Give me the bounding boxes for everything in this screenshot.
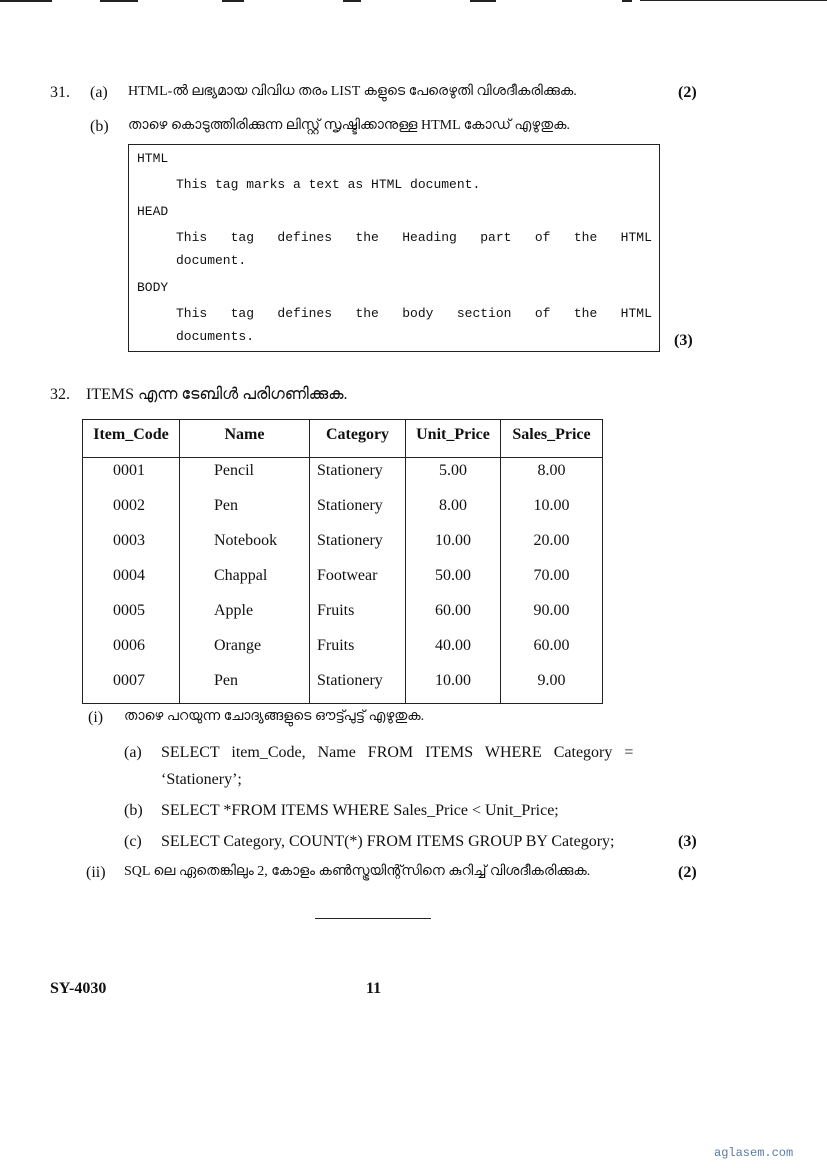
th-category: Category [325,426,390,443]
cell-item-code: 0006 [113,637,145,654]
q32-intro: ITEMS എന്ന ടേബിൾ പരിഗണിക്കുക. [86,386,348,403]
code-term-body: BODY [137,280,169,295]
cell-item-code: 0004 [113,567,145,584]
cell-unit-price: 10.00 [435,672,471,689]
cell-item-code: 0001 [113,462,145,479]
cell-unit-price: 5.00 [439,462,467,479]
code-desc-body-line1: This tag defines the body section of the HTML [176,306,652,321]
q31b-text: താഴെ കൊടുത്തിരിക്കുന്ന ലിസ്റ്റ് സൃഷ്ടിക്കാനുള്ള HTML കോഡ് എഴുതുക. [128,118,570,133]
q32-ii-text: SQL ലെ ഏതെങ്കിലും 2, കോളം കൺസ്ട്രയിന്റ്സിനെ കുറിച്ച് വിശദീകരിക്കുക. [124,864,591,879]
q31a-label: (a) [90,84,108,101]
q31b-label: (b) [90,118,109,135]
cell-unit-price: 60.00 [435,602,471,619]
cell-sales-price: 90.00 [533,602,570,619]
q32-i-marks: (3) [678,833,697,850]
cell-sales-price: 70.00 [533,567,570,584]
footer-code: SY-4030 [50,980,107,997]
th-name: Name [224,426,265,443]
items-table [82,419,603,704]
code-desc-html: This tag marks a text as HTML document. [176,177,481,192]
code-desc-head-line2: document. [176,253,247,268]
cell-unit-price: 10.00 [435,532,471,549]
cell-category: Stationery [317,672,383,689]
cell-item-code: 0002 [113,497,145,514]
cell-name: Pencil [214,462,254,479]
cell-item-code: 0007 [113,672,145,689]
cell-category: Fruits [317,602,355,619]
q32-ii-label: (ii) [86,864,106,881]
top-scan-edge [0,0,827,4]
watermark: aglasem.com [714,1146,794,1160]
q32-sub-c-label: (c) [124,833,142,850]
q32-sub-b-text: SELECT *FROM ITEMS WHERE Sales_Price < Unit_Price; [161,802,559,819]
cell-sales-price: 9.00 [537,672,566,689]
q31b-marks: (3) [674,332,693,349]
q32-sub-a-line2: ‘Stationery’; [161,771,242,788]
cell-name: Orange [214,637,262,654]
cell-category: Stationery [317,532,383,549]
q32-sub-b-label: (b) [124,802,143,819]
code-desc-body-line2: documents. [176,329,255,344]
q32-ii-marks: (2) [678,864,697,881]
footer-page-number: 11 [366,980,382,997]
th-unit-price: Unit_Price [416,426,490,443]
code-term-head: HEAD [137,204,169,219]
code-desc-head-line1: This tag defines the Heading part of the HTML [176,230,652,245]
cell-unit-price: 50.00 [435,567,471,584]
q32-sub-c-text: SELECT Category, COUNT(*) FROM ITEMS GROUP BY Category; [161,833,615,850]
cell-category: Footwear [317,567,378,584]
th-sales-price: Sales_Price [512,426,591,443]
cell-name: Pen [214,497,238,514]
cell-name: Apple [214,602,254,619]
end-divider [315,918,431,919]
cell-category: Stationery [317,497,383,514]
cell-sales-price: 20.00 [533,532,570,549]
cell-unit-price: 8.00 [439,497,467,514]
th-item-code: Item_Code [93,426,169,443]
q32-i-text: താഴെ പറയുന്ന ചോദ്യങ്ങളുടെ ഔട്ട്പുട്ട് എഴുതുക. [124,709,425,724]
q31a-text: HTML-ൽ ലഭ്യമായ വിവിധ തരം LIST കളുടെ പേരെഴുതി വിശദീകരിക്കുക. [128,84,577,99]
cell-category: Stationery [317,462,383,479]
cell-sales-price: 8.00 [537,462,566,479]
q31a-marks: (2) [678,84,697,101]
q32-sub-a-label: (a) [124,744,142,761]
q32-number: 32. [50,386,70,403]
q32-i-label: (i) [88,709,104,726]
cell-category: Fruits [317,637,355,654]
cell-name: Chappal [214,567,268,584]
q31-number: 31. [50,84,70,101]
cell-sales-price: 10.00 [533,497,570,514]
cell-sales-price: 60.00 [533,637,570,654]
q32-sub-a-line1: SELECT item_Code, Name FROM ITEMS WHERE Category = [161,744,634,761]
cell-name: Pen [214,672,238,689]
html-code-box [128,144,660,352]
cell-unit-price: 40.00 [435,637,471,654]
code-term-html: HTML [137,151,169,166]
cell-item-code: 0005 [113,602,145,619]
cell-item-code: 0003 [113,532,145,549]
cell-name: Notebook [214,532,278,549]
